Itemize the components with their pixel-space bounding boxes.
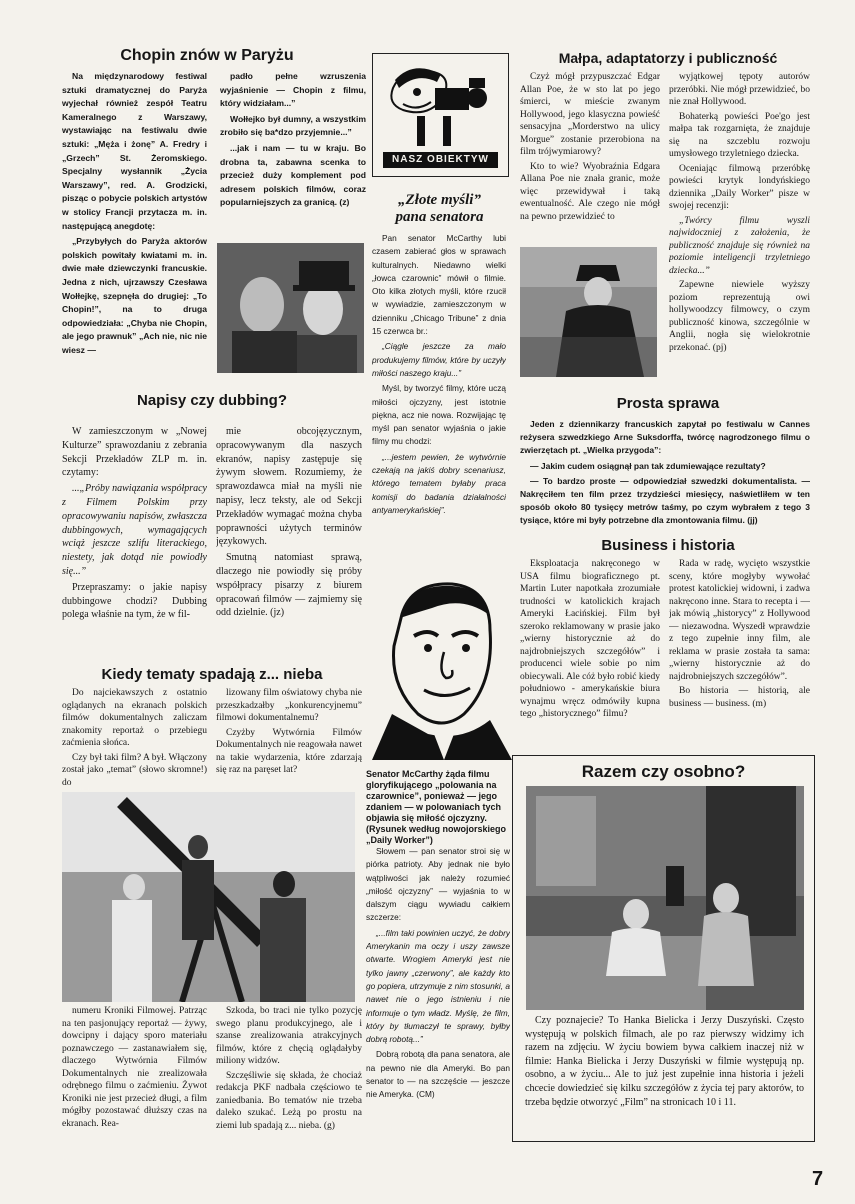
mccarthy-drawing-icon xyxy=(372,574,512,760)
telescope-photo-icon xyxy=(62,792,355,1002)
malpa-col2: wyjątkowej tępoty autorów przeróbki. Nie mógł przewidzieć, bo nie znał Hollywood. Bohaterką powieści Poe'go jest małpa tak rozgarnięta, że znajduje się na szczeblu rozwoju umysłowego trzyletniego dziecka. Oceniając filmową przeróbkę powieści krytyk londyńskiego dziennika „Daily Worker” pisze w swojej recenzji: „Twórcy filmu wyszli najwidoczniej z założenia, że publiczność znajduje się również na poziomie inteligencji trzyletniego dziecka...” Zapewne niewiele wyższy poziom reprezentują owi hollywoodzcy filmowcy, o czym publiczność kinowa, szczególnie w Anglii, nogła się wielokrotnie przekonać. (pj) xyxy=(669,72,810,353)
chopin-photo xyxy=(217,243,364,373)
nasz-obiektyw-label: NASZ OBIEKTYW xyxy=(383,152,498,168)
kiedy-bottom-col1: numeru Kroniki Filmowej. Patrząc na ten pasjonujący reportaż — żywy, dowcipny i dający sporo materiału poznawczego — zastanawiałem się, dlaczego Wytwórnia Filmów Dokumentalnych nie zrealizowała odrębnego filmu o zaćmieniu. Żywot Kroniki nie jest przecież długi, a film mógłby pozostawać dłuższy czas na ekranach. Rea- xyxy=(62,1006,207,1129)
actors-photo-icon xyxy=(217,243,364,373)
razem-box xyxy=(512,755,815,1142)
razem-photo xyxy=(526,786,804,1010)
razem-title: Razem czy osobno? xyxy=(581,762,746,781)
malpa-title: Małpa, adaptatorzy i publiczność xyxy=(558,50,778,66)
chopin-title: Chopin znów w Paryżu xyxy=(120,47,294,64)
razem-body: Czy poznajecie? To Hanka Bielicka i Jerzy Duszyński. Często występują w polskich filmach, ale po raz pierwszy widzimy ich razem na zdjęciu. W życiu bowiem bywa całkiem inaczej niż w filmie: Hanka Bielicka i Jerzy Duszyński w filmie występują np. osobno, a w życiu... Ale to już jest zupełnie inna historia i jeżeli chcecie dowiedzieć się kilku szczegółów z życia tej pary aktorów, to trzeba będzie otworzyć „Film” na stronicach 10 i 11. xyxy=(525,1015,804,1108)
chopin-col2: padło pełne wzruszenia wyjaśnienie — Chopin z filmu, który widziałam...” Wołłejko był dumny, a wszystkim zrobiło się ba*dzo przyjemnie...” ...jak i nam — tu w kraju. Bo drobna ta, zabawna scenka to przecież duży komplement pod adresem polskich filmów, coraz popularniejszych za granicą. (z) xyxy=(220,71,366,208)
nasz-obiektyw-box xyxy=(372,53,509,177)
malpa-photo xyxy=(520,247,657,377)
zlote-mysli-body: Pan senator McCarthy lubi czasem zabierać głos w sprawach kulturalnych. Niedawno wielki „łowca czarownic” mówił o filmie. Oto kilka złotych myśli, które rzucił w wywiadzie, zamieszczonym w dzienniku „Chicago Tribune” z dnia 15 czerwca br.: „Ciągle jeszcze za mało produkujemy filmów, które by uczyły miłości naszego kraju...” Myśl, by tworzyć filmy, które uczą miłości ojczyzny, jest istotnie piękna, acz nie nowa. Rozwijając tę myśl pan senator wyjaśnia o jakie filmy mu chodzi: „...jestem pewien, że wytwórnie czekają na jakiś dobry scenariusz, którego tematem byłaby praca komisji do badania działalności antyamerykańskiej”. xyxy=(372,233,506,515)
napisy-col1: W zamieszczonym w „Nowej Kulturze” sprawozdaniu z zebrania Sekcji Przekładów ZLP m. in. czytamy: ...„Próby nawiązania współpracy z Filmem Polskim przy opracowywaniu napisów, zwłaszcza dubbingowych, wymagających wciąż jeszcze szlifu literackiego, niestety, jak dotąd nie powiodły się...” Przepraszamy: o jakie napisy dubbingowe chodzi? Dubbing polega właśnie na tym, że w fil- xyxy=(62,426,207,621)
prosta-body: Jeden z dziennikarzy francuskich zapytał po festiwalu w Cannes reżysera szwedzkiego Arne Suksdorffa, twórcę nagrodzonego filmu o zwierzętach pt. „Wielka przygoda”: — Jakim cudem osiągnął pan tak zdumiewające rezultaty? — To bardzo proste — odpowiedział szwedzki dokumentalista. — Nakręciłem ten film przez trzydzieści miesięcy, naświetliłem w ten sposób około 80 tysięcy metrów taśmy, po czym wybrałem z tego 3 tysiące, które mi były potrzebne dla zmontowania filmu. (jj) xyxy=(520,419,810,526)
malpa-col1: Czyż mógł przypuszczać Edgar Allan Poe, że w sto lat po jego śmierci, w mieście zwanym Hollywood, jego klasyczna powieść sensacyjna „Morderstwo na ulicy Morgue” zostanie przerobiona na film trójwymiarowy? Kto to wie? Wyobraźnia Edgara Allana Poe nie znała granic, może więc przewidywał i taką ewentualność. Ale czego nie mógł na pewno przewidzieć to xyxy=(520,72,660,222)
kiedy-col1: Do najciekawszych z ostatnio oglądanych na ekranach polskich filmów dokumentalnych zaliczam znakomity reportaż o przebiegu zaćmienia słońca. Czy był taki film? A był. Włączony został jako „temat” (słowo skromne!) do xyxy=(62,688,207,787)
chopin-col1: Na międzynarodowy festiwal sztuki dramatycznej do Paryża wyjechał również zespół Teatru Kameralnego z Warszawy, wystawiając na festiwalu dwie sztuki: „Męża i żonę” A. Fredry i „Grzech” St. Żeromskiego. Specjalny wysłannik „Życia Warszawy”, red. A. Grodzicki, pisząc o pobycie polskich artystów w stolicy Francji przytacza m. in. następującą anegdotę: „Przybyłych do Paryża aktorów polskich powitały kwiatami m. in. dwie małe dziewczynki francuskie. Jedna z nich, ujrzawszy Czesława Wołłejkę, szepnęła do drugiej: „To Chopin!”, na to druga odpowiedziała: „Chyba nie Chopin, ale jego prawnuk” „Ach nie, nic nie wiesz — xyxy=(62,71,207,355)
mccarthy-caricature xyxy=(372,574,512,760)
mccarthy-caption: Senator McCarthy żąda filmu gloryfikującego „polowania na czarownice”, ponieważ — jego zdaniem — w polowaniach tych objawia się miłość ojczyzny. (Rysunek według nowojorskiego „Daily Worker”) xyxy=(366,769,507,845)
business-title: Business i historia xyxy=(601,537,735,554)
mccarthy-tail: Słowem — pan senator stroi się w piórka patrioty. Aby jednak nie było wątpliwości jak należy rozumieć „miłość ojczyzny” — wyjaśnia to w dalszym ciągu wywiadu całkiem szczerze: „...film taki powinien uczyć, że dobry Amerykanin ma oczy i uszy zawsze otwarte. Wrogiem Ameryki jest nie tylko jawny „czerwony”, ale każdy kto go popiera, utrzymuje z nim stosunki, a nawet nie o jego istnieniu i nie informuje o tym władz. Myślę, że film, który by tłumaczył te sprawy, byłby dobrą robotą...” Dobrą robotą dla pana senatora, ale na pewno nie dla Ameryki. Bo pan senator to — na szczęście — jeszcze nie Ameryka. (CM) xyxy=(366,846,510,1100)
prosta-title: Prosta sprawa xyxy=(616,395,720,412)
kiedy-title: Kiedy tematy spadają z... nieba xyxy=(101,666,323,683)
page-number: 7 xyxy=(812,1168,824,1190)
film-still-icon xyxy=(520,247,657,377)
kiedy-col2: lizowany film oświatowy chyba nie przeszkadzałby „konkurencyjnemu” filmowi dokumentalnemu? Czyżby Wytwórnia Filmów Dokumentalnych nie reagowała nawet na takie wydarzenia, które zdarzają się raz na paręset lat? xyxy=(216,688,362,775)
zlote-mysli-title: „Złote myśli” pana senatora xyxy=(395,192,484,225)
napisy-col2: mie obcojęzycznym, opracowywanym dla naszych ekranów, napisy zastępuje się żywym słowem. Rozumiemy, że sprawozdawca miał na myśli nie napisy, lecz teksty, ale od Sekcji Przekładów wymagać można chyba poprawności użytych terminów językowych. Smutną natomiast sprawą, dlaczego nie powiodły się próby współpracy pisarzy z biurem opracowań filmów — zajmiemy się odd dzielnie. (jz) xyxy=(216,426,362,619)
business-col2: Rada w radę, wycięto wszystkie sceny, które mogłyby wywołać protest katolickiej widowni, i zadwa nakręcono inne. Stara to recepta i — jak mówią „historycy” z Hollywood — niezawodna. Wyszedł wprawdzie z tego zupełnie inny film, ale reklama w prasie została ta sama: „wierny historycznie aż do najdrobniejszych szczegółów”. Bo historia — historią, ale business — business. (m) xyxy=(669,559,810,709)
kiedy-bottom-col2: Szkoda, bo traci nie tylko pozycję swego planu produkcyjnego, ale i szanse zrealizowania atrakcyjnych filmów, które z chęcią oglądałyby miliony widzów. Szczęśliwie się składa, że chociaż redakcja PKF nadbała częściowo te zaniedbania. Bo tematów nie trzeba daleko szukać. Leżą po prostu na ziemi lub spadają z... nieba. (g) xyxy=(216,1006,362,1131)
napisy-title: Napisy czy dubbing? xyxy=(136,392,287,409)
couple-photo-icon xyxy=(526,786,804,1010)
business-col1: Eksploatacja nakręconego w USA filmu biograficznego pt. Martin Luter napotkała zrozumiałe trudności w katolickich krajach Ameryki Łacińskiej. Film był szeroko reklamowany w prasie jako „wierny historycznie aż do najdrobniejszych szczegółów” i producenci wiele sobie po nim obiecywali. Ale cóż było robić kiedy południowo - amerykańskie biura wynajmu wręcz odmówiły kupna tego „historycznego” filmu? xyxy=(520,559,660,719)
kiedy-photo xyxy=(62,792,355,1002)
cameraman-cartoon-icon xyxy=(373,58,508,154)
